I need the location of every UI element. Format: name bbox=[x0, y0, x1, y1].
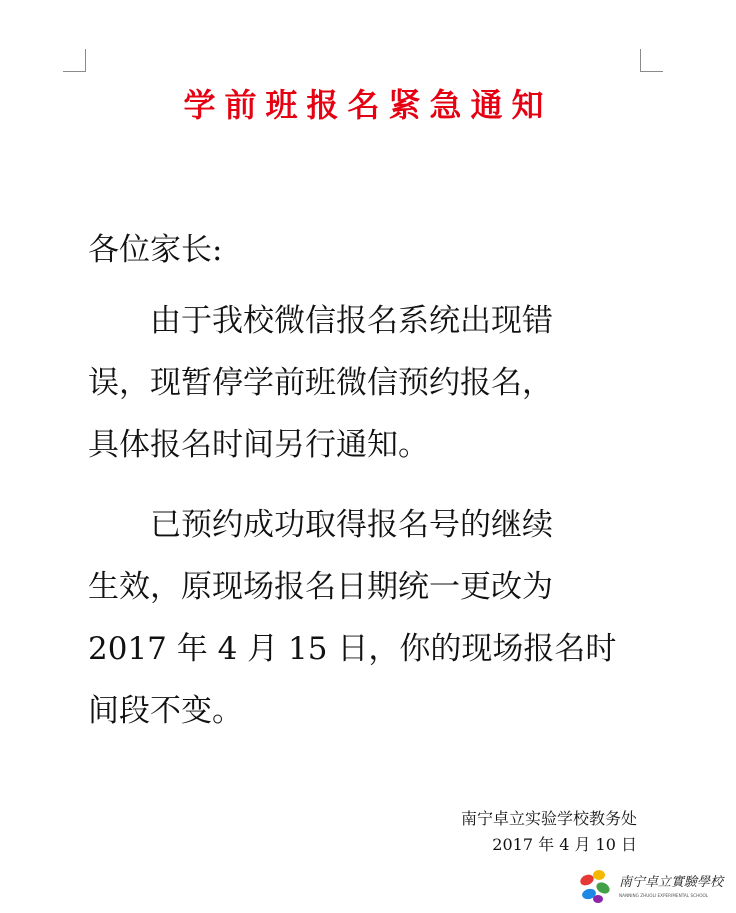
school-logo-name-en: NANNING ZHUOLI EXPERIMENTAL SCHOOL bbox=[619, 893, 709, 898]
paragraph-line: 误，现暂停学前班微信预约报名， bbox=[88, 365, 553, 401]
school-logo bbox=[575, 866, 735, 906]
page-corner-mark-top-right bbox=[640, 49, 663, 72]
paragraph-date-change bbox=[88, 494, 648, 742]
paragraph-line: 由于我校微信报名系统出现错 bbox=[150, 303, 553, 339]
paragraph-line: 生效，原现场报名日期统一更改为 bbox=[88, 569, 553, 605]
page-corner-mark-top-left bbox=[63, 49, 86, 72]
paragraph-suspension bbox=[88, 290, 648, 476]
signature-block bbox=[461, 806, 637, 858]
salutation: 各位家长: bbox=[88, 232, 223, 268]
notice-title: 学前班报名紧急通知 bbox=[183, 86, 553, 124]
school-logo-icon bbox=[579, 870, 612, 903]
paragraph-line: 具体报名时间另行通知。 bbox=[88, 427, 429, 463]
issue-date: 2017 年 4 月 10 日 bbox=[492, 835, 637, 854]
issuer-name: 南宁卓立实验学校教务处 bbox=[460, 809, 637, 828]
paragraph-line: 间段不变。 bbox=[88, 693, 243, 729]
paragraph-line: 2017 年 4 月 15 日，你的现场报名时 bbox=[88, 631, 617, 667]
paragraph-line: 已预约成功取得报名号的继续 bbox=[150, 507, 553, 543]
school-logo-name-cn: 南宁卓立實驗學校 bbox=[619, 875, 724, 890]
